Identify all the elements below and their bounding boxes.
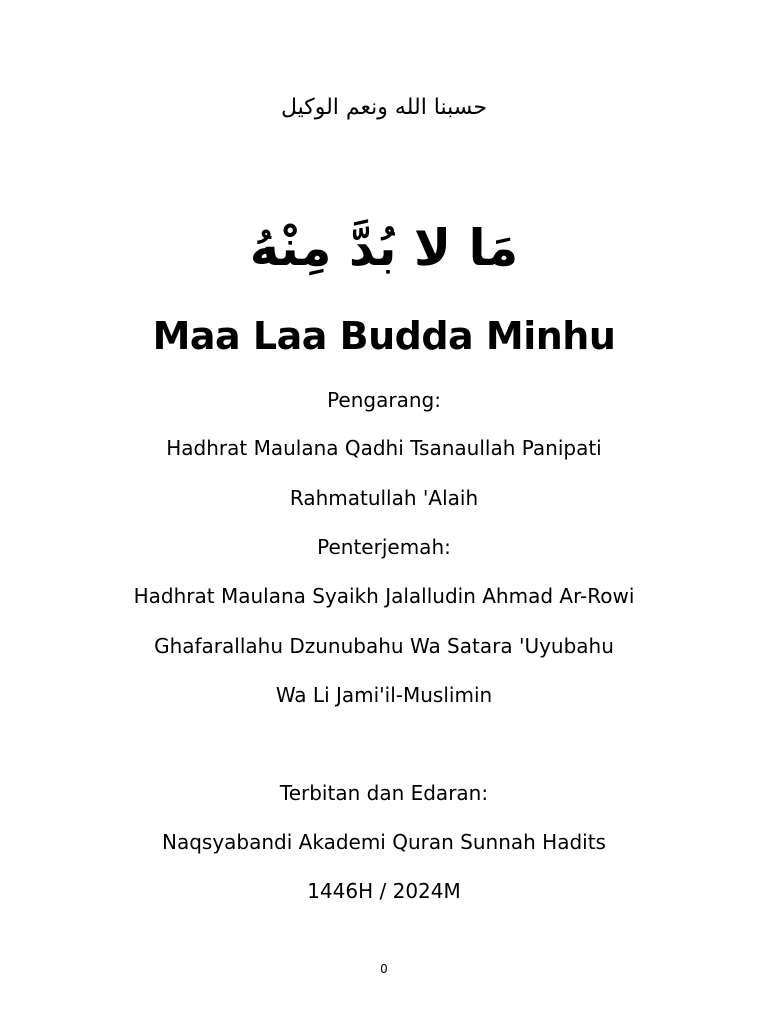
publisher-name: Naqsyabandi Akademi Quran Sunnah Hadits: [162, 830, 606, 854]
page-number: 0: [380, 962, 388, 976]
translator-prayer-line2: Wa Li Jami'il-Muslimin: [275, 683, 493, 707]
translator-name: Hadhrat Maulana Syaikh Jalalludin Ahmad Ar-Rowi: [133, 584, 635, 608]
author-name: Hadhrat Maulana Qadhi Tsanaullah Panipati: [166, 436, 602, 460]
translator-prayer-line1: Ghafarallahu Dzunubahu Wa Satara 'Uyubahu: [154, 634, 614, 658]
translator-label: Penterjemah:: [317, 535, 451, 559]
author-honorific: Rahmatullah 'Alaih: [289, 486, 479, 510]
title-arabic: مَا لا بُدَّ مِنْهُ: [249, 219, 519, 277]
publisher-label: Terbitan dan Edaran:: [279, 781, 489, 805]
author-label: Pengarang:: [327, 388, 441, 412]
header-arabic-phrase: حسبنا الله ونعم الوكيل: [280, 95, 488, 120]
publication-year: 1446H / 2024M: [307, 879, 461, 903]
title-latin: Maa Laa Budda Minhu: [152, 314, 616, 358]
